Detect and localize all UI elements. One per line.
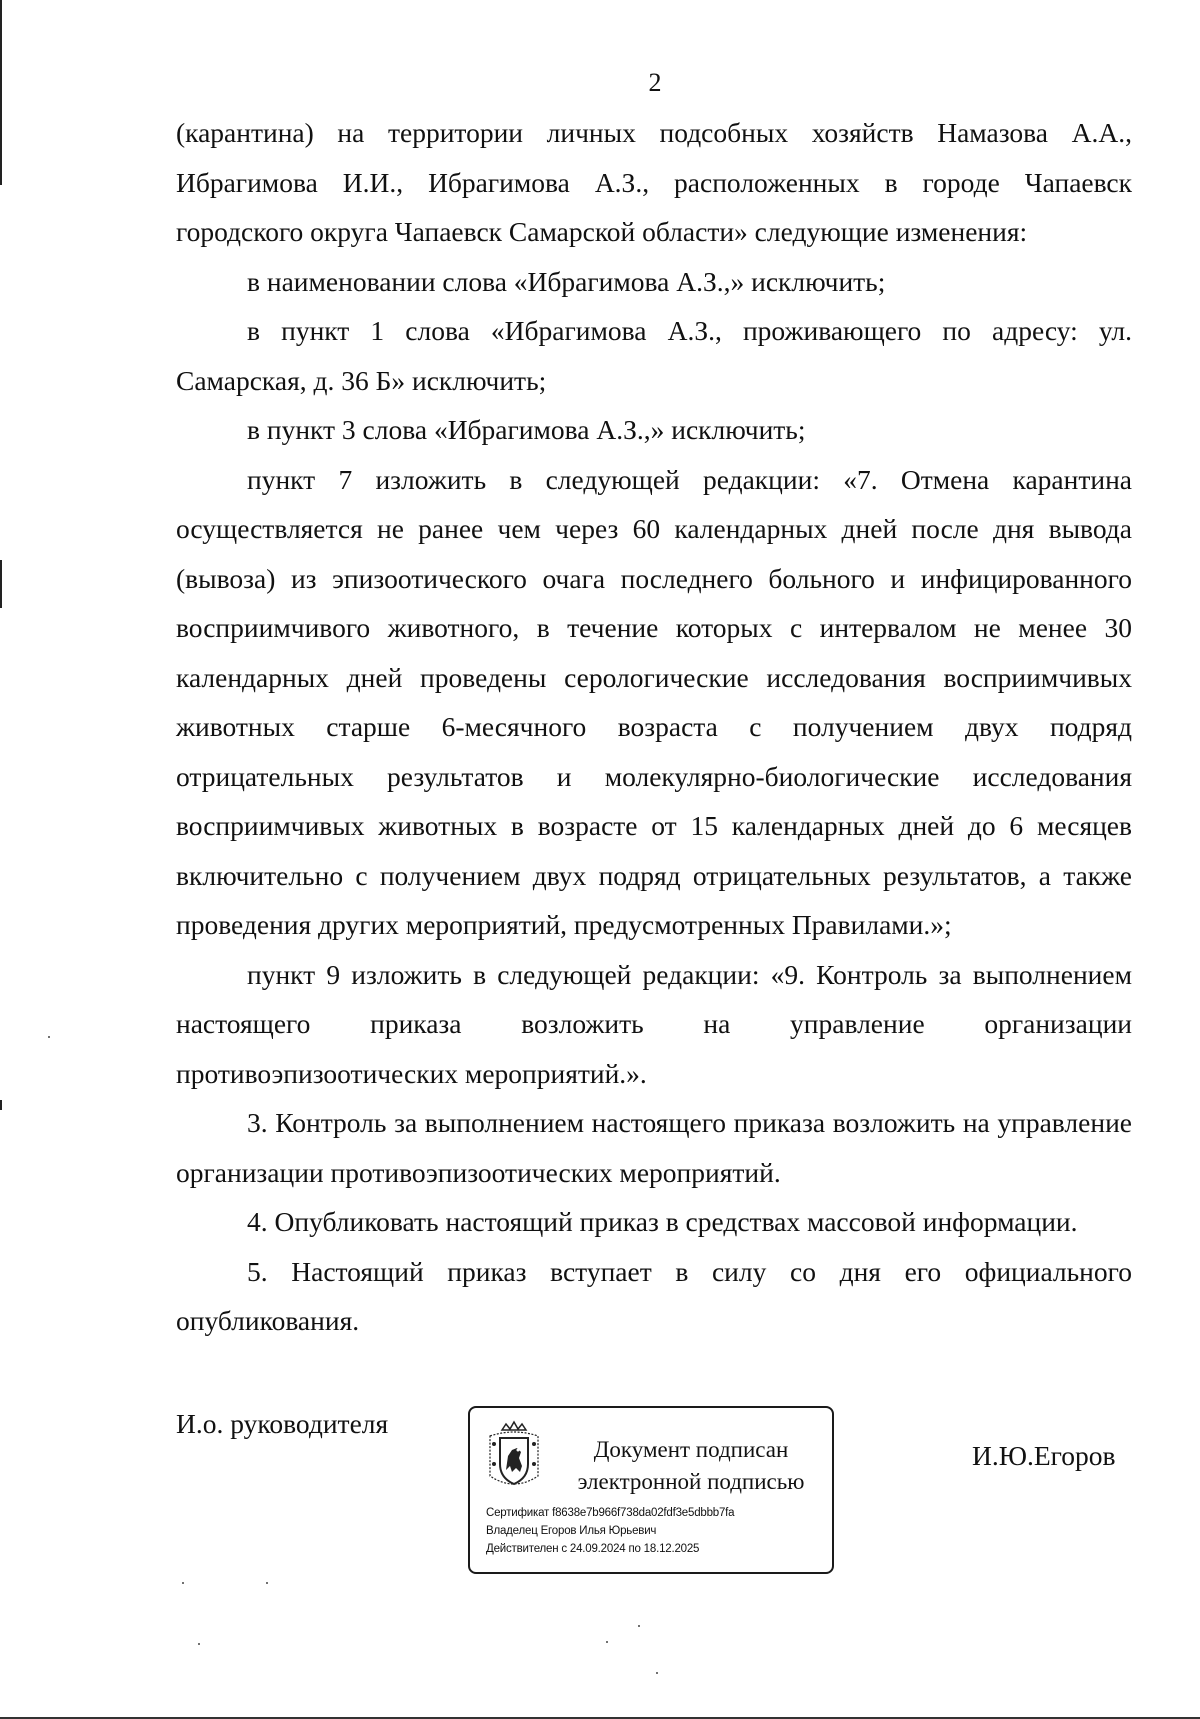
scan-speck	[198, 1643, 200, 1645]
certificate-owner: Владелец Егоров Илья Юрьевич	[486, 1525, 657, 1537]
stamp-heading	[566, 1434, 816, 1498]
certificate-number: Сертификат f8638e7b966f738da02fdf3e5dbbb7fa	[486, 1507, 735, 1519]
coat-of-arms-icon	[484, 1420, 544, 1494]
scan-speck	[656, 1672, 658, 1674]
stamp-heading-line: Документ подписан	[593, 1437, 789, 1462]
paragraph: в пункт 3 слова «Ибрагимова А.З.,» исключить;	[247, 414, 806, 445]
paragraph: 3. Контроль за выполнением настоящего приказа возложить на управление организации противоэпизоотических мероприятий.	[176, 1107, 1132, 1188]
scan-speck	[638, 1625, 640, 1627]
scan-speck	[48, 1036, 50, 1038]
stamp-heading-line: электронной подписью	[577, 1469, 805, 1494]
paragraph: пункт 7 изложить в следующей редакции: «7. Отмена карантина осуществляется не ранее чем через 60 календарных дней после дня вывода (вывоза) из эпизоотического очага последнего больного и инфицированного восприимчивого животного, в течение которых с интервалом не менее 30 календарных дней проведены серологические исследования восприимчивых животных старше 6-месячного возраста с получением двух подряд отрицательных результатов и молекулярно-биологические исследования восприимчивых животных в возрасте от 15 календарных дней до 6 месяцев включительно с получением двух подряд отрицательных результатов, а также проведения других мероприятий, предусмотренных Правилами.»;	[176, 463, 1132, 940]
paragraph: в наименовании слова «Ибрагимова А.З.,» исключить;	[247, 265, 886, 297]
paragraph: пункт 9 изложить в следующей редакции: «9. Контроль за выполнением настоящего приказа возложить на управление организации противоэпизоотических мероприятий.».	[176, 958, 1132, 1089]
certificate-validity: Действителен с 24.09.2024 по 18.12.2025	[486, 1543, 700, 1555]
signer-position-title: И.о. руководителя	[176, 1408, 389, 1439]
paragraph: 4. Опубликовать настоящий приказ в средствах массовой информации.	[247, 1206, 1078, 1237]
paragraph: (карантина) на территории личных подсобных хозяйств Намазова А.А., Ибрагимова И.И., Ибрагимова А.З., расположенных в городе Чапаевск городского округа Чапаевск Самарской области» следующие изменения:	[176, 117, 1132, 247]
signer-name: И.Ю.Егоров	[972, 1440, 1116, 1471]
paragraph: в пункт 1 слова «Ибрагимова А.З., проживающего по адресу: ул. Самарская, д. 36 Б» исключить;	[176, 315, 1132, 396]
scan-edge-mark	[0, 0, 2, 185]
scan-speck	[606, 1641, 608, 1643]
scan-speck	[182, 1582, 184, 1584]
scan-edge-mark	[0, 1100, 2, 1110]
scan-speck	[266, 1582, 268, 1584]
page-number: 2	[648, 68, 662, 97]
stamp-details	[486, 1504, 826, 1558]
electronic-signature-stamp	[468, 1406, 834, 1574]
scan-edge-mark	[0, 560, 2, 608]
paragraph: 5. Настоящий приказ вступает в силу со дня его официального опубликования.	[176, 1255, 1132, 1336]
document-body	[176, 108, 1132, 1346]
